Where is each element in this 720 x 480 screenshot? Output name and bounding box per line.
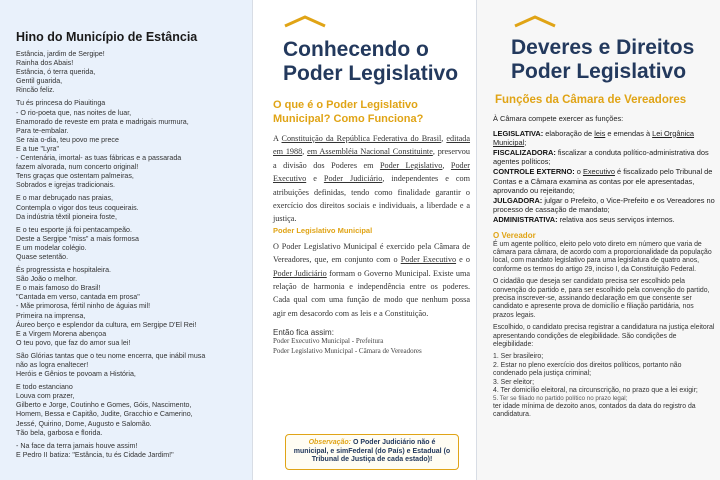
poem-line: Áureo berço e esplendor da cultura, em Sergipe D'El Rei!	[16, 320, 197, 329]
text: formam o Governo Municipal. Existe uma relação de harmonia e independência entre os poderes. Cada qual com uma função de modo que nenhum possa agir em desacordo com as leis e a Constituição.	[273, 268, 471, 318]
title-line-1: Deveres e Direitos	[511, 36, 695, 59]
poem-line: Enamorado de reveste em prata e madrigais murmura,	[16, 117, 189, 126]
text: ,	[441, 134, 447, 143]
condition-item: 3. Ser eleitor;	[493, 378, 534, 386]
entao-label: Então fica assim:	[273, 328, 334, 338]
power-list	[273, 337, 470, 356]
poem-line: Para te-embalar.	[16, 126, 69, 135]
text: relativa aos seus serviços internos.	[557, 214, 675, 224]
function-julgadora	[493, 196, 716, 215]
question-line-2: Municipal? Como Funciona?	[273, 113, 424, 125]
panel-anthem	[0, 0, 252, 480]
poem-line: São Glórias tantas que o teu nome encerra, que inábil musa	[16, 351, 206, 360]
poem-line: O teu povo, que faz do amor sua lei!	[16, 338, 131, 347]
poem-line: Louva com prazer,	[16, 392, 75, 401]
poem-line: Homem, Bessa e Capitão, Judite, Gracchio e Camerino,	[16, 410, 193, 419]
text: e o	[456, 255, 470, 265]
poem-line: - Mãe primorosa, fértil ninho de águias mil!	[16, 302, 151, 311]
text: ;	[524, 138, 527, 148]
functions-subtitle: Funções da Câmara de Vereadores	[495, 94, 687, 106]
section-title: Poder Legislativo Municipal	[273, 225, 373, 235]
executivo-link[interactable]: Executivo	[582, 166, 615, 176]
conhecendo-title	[283, 38, 470, 86]
lei-organica-link[interactable]: Lei Orgânica Municipal	[493, 128, 695, 148]
poem-line: E Pedro II batiza: "Estância, tu és Cidade Jardim!"	[16, 450, 174, 459]
poem-line: Se raia o-dia, teu povo me prece	[16, 135, 119, 144]
poem-line: Rincão feliz.	[16, 86, 55, 95]
observation-label: Observação:	[308, 439, 351, 446]
poem-line: Quase setentão.	[16, 252, 69, 261]
label: FISCALIZADORA:	[493, 147, 556, 157]
poem-line: E o teu esporte já foi pentacampeão.	[16, 225, 132, 234]
functions-block	[493, 114, 716, 225]
function-controle	[493, 167, 716, 196]
text: elaboração de	[543, 128, 595, 138]
poem-line: São João o melhor.	[16, 275, 78, 284]
deveres-title	[511, 36, 716, 84]
poem-line: E a Virgem Morena abençoa	[16, 329, 107, 338]
title-line-1: Conhecendo o	[283, 38, 429, 61]
vereador-title: O Vereador	[493, 230, 536, 240]
text: , preservou a divisão dos Poderes em	[273, 147, 470, 170]
condition-item: 4. Ter domicílio eleitoral, na circunscrição, no prazo que a lei exigir;	[493, 387, 698, 395]
poem-line: - Centenária, imortal- as tuas fábricas e a passarada	[16, 154, 182, 163]
observation-box	[285, 434, 459, 470]
poem-line: E a tue "Lyra"	[16, 144, 60, 153]
vereador-paragraph: Escolhido, o candidato precisa registrar a candidatura na justiça eleitoral apresentando condições de elegibilidade. São condições de elegibilidade:	[493, 324, 715, 348]
text: fiscalizar a conduta político-administrativa dos agentes políticos;	[493, 147, 709, 167]
poem-line: Estância, ó terra querida,	[16, 68, 96, 77]
executivo-link[interactable]: Poder Executivo	[400, 255, 457, 265]
function-fiscalizadora	[493, 148, 716, 167]
text: , independentes e com atribuições definidas, tendo como finalidade garantir o exercício dos direitos sociais e individuais, a liberdade e a justiça.	[273, 174, 470, 224]
text: ,	[302, 147, 308, 157]
edited-1988-link[interactable]: editada em 1988	[273, 134, 471, 157]
function-legislativa	[493, 129, 716, 148]
condition-item: 5. Ter se filiado no partido político no prazo legal;	[493, 395, 628, 403]
panel-conhecendo	[252, 0, 476, 480]
poem-line: Primeira na imprensa,	[16, 311, 86, 320]
text: é fiscalizado pelo Tribunal de Contas e a Câmara examina as contas por ele apresentadas, aprovando ou rejeitando;	[493, 166, 713, 196]
anthem-title: Hino do Município de Estância	[16, 30, 198, 44]
judiciario-link[interactable]: Poder Judiciário	[273, 268, 327, 278]
poem-line: Jessé, Quirino, Dome, Augusto e Salomão.	[16, 419, 152, 428]
poem-line: fazem alvorada, num concerto original!	[16, 163, 139, 172]
text: e emendas à	[605, 128, 653, 138]
functions-intro: À Câmara compete exercer as funções:	[493, 114, 624, 123]
text: e	[306, 174, 324, 184]
title-line-2: Poder Legislativo	[283, 62, 459, 85]
roof-icon	[283, 14, 327, 28]
legislativo-paragraph	[273, 240, 470, 320]
poem-line: Da indústria têxtil pioneira foste,	[16, 212, 117, 221]
poem-line: És progressista e hospitaleira.	[16, 266, 112, 275]
question-line-1: O que é o Poder Legislativo	[273, 99, 418, 111]
observation-text: O Poder Judiciário não é municipal, e simFederal (do País) e Estadual (o Tribunal de Justiça de cada estado)!	[293, 439, 451, 464]
poem-line: Gentil guarida,	[16, 77, 63, 86]
text: A	[273, 134, 282, 143]
poem-line: E todo estanciano	[16, 383, 73, 392]
list-item: Poder Legislativo Municipal - Câmara de Vereadores	[273, 346, 422, 355]
text: O Poder Legislativo Municipal é exercido pela Câmara de Vereadores, que, em conjunto com o	[273, 241, 470, 265]
poem-line: E o mais famoso do Brasil!	[16, 284, 101, 293]
poem-line: Rainha dos Abais!	[16, 59, 74, 68]
label: CONTROLE EXTERNO:	[493, 166, 575, 176]
panel-deveres	[476, 0, 720, 480]
poem-line: Contempla o vigor dos teus coqueirais.	[16, 203, 139, 212]
poem-line: E um modelar colégio.	[16, 243, 87, 252]
leis-link[interactable]: leis	[594, 128, 606, 138]
list-item: Poder Executivo Municipal - Prefeitura	[273, 337, 384, 346]
text: julgar o Prefeito, o Vice-Prefeito e os Vereadores no processo de cassação de mandato;	[493, 195, 715, 215]
anthem-poem	[10, 50, 252, 460]
vereador-paragraph: O cidadão que deseja ser candidato precisa ser escolhido pela convenção do partido e, para ser escolhido pela convenção do partido, precisa inscrever-se, assinando declaração em que consente ser candidato e apresente prova de domicílio e filiação partidária, nos prazos legais.	[493, 278, 710, 319]
text: ,	[442, 160, 451, 170]
poder-judiciario-link[interactable]: Poder Judiciário	[323, 174, 383, 184]
poem-line: E o mar debruçado nas praias,	[16, 194, 114, 203]
assembly-link[interactable]: em Assembléia Nacional Constituinte	[307, 147, 433, 157]
condition-item: 1. Ser brasileiro;	[493, 353, 544, 361]
poem-line: Tens graças que ostentam palmeiras,	[16, 172, 134, 181]
text: o	[574, 166, 583, 176]
title-line-2: Poder Legislativo	[511, 60, 687, 83]
condition-item: 2. Estar no pleno exercício dos direitos políticos, portanto não condenado pela justiça criminal;	[493, 361, 682, 378]
poem-line: "Cantada em verso, cantada em prosa"	[16, 293, 140, 302]
constitution-paragraph	[273, 132, 470, 226]
vereador-paragraph: É um agente político, eleito pelo voto direto em número que varia de câmara para câmara, de acordo com a proporcionalidade da população local, com mandato legislativo para uma legislatura de quatro anos, conforme os termos do artigo 29, inciso I, da Constituição Federal.	[493, 240, 712, 273]
poem-line: não as logra enaltecer!	[16, 361, 89, 369]
question-heading	[273, 98, 470, 126]
poem-line: Estância, jardim de Sergipe!	[16, 50, 105, 58]
poem-line: Deste a Sergipe "miss" a mais formosa	[16, 234, 139, 243]
poem-line: Gilberto e Jorge, Coutinho e Gomes, Góis, Nascimento,	[16, 401, 192, 410]
poem-line: Tu és princesa do Piauitinga	[16, 99, 106, 108]
vereador-block	[493, 241, 716, 420]
label: JULGADORA:	[493, 195, 543, 205]
function-administrativa	[493, 215, 716, 225]
constitution-link[interactable]: Constituição da República Federativa do Brasil	[281, 134, 442, 143]
condition-item: ter idade mínima de dezoito anos, contados da data do registro da candidatura.	[493, 402, 696, 419]
poem-line: Tão bela, garbosa e florida.	[16, 428, 103, 437]
poem-line: - Na face da terra jamais houve assim!	[16, 441, 138, 450]
poem-line: Sobrados e igrejas tradicionais.	[16, 181, 115, 190]
poem-line: - O rio-poeta que, nas noites de luar,	[16, 108, 132, 117]
poder-executivo-link[interactable]: Poder Executivo	[273, 160, 471, 184]
roof-icon	[513, 14, 557, 28]
label: ADMINISTRATIVA:	[493, 214, 558, 224]
label: LEGISLATIVA:	[493, 128, 544, 138]
poder-legislativo-link[interactable]: Poder Legislativo	[379, 160, 443, 170]
poem-line: Heróis e Gênios te povoam a História,	[16, 370, 136, 379]
